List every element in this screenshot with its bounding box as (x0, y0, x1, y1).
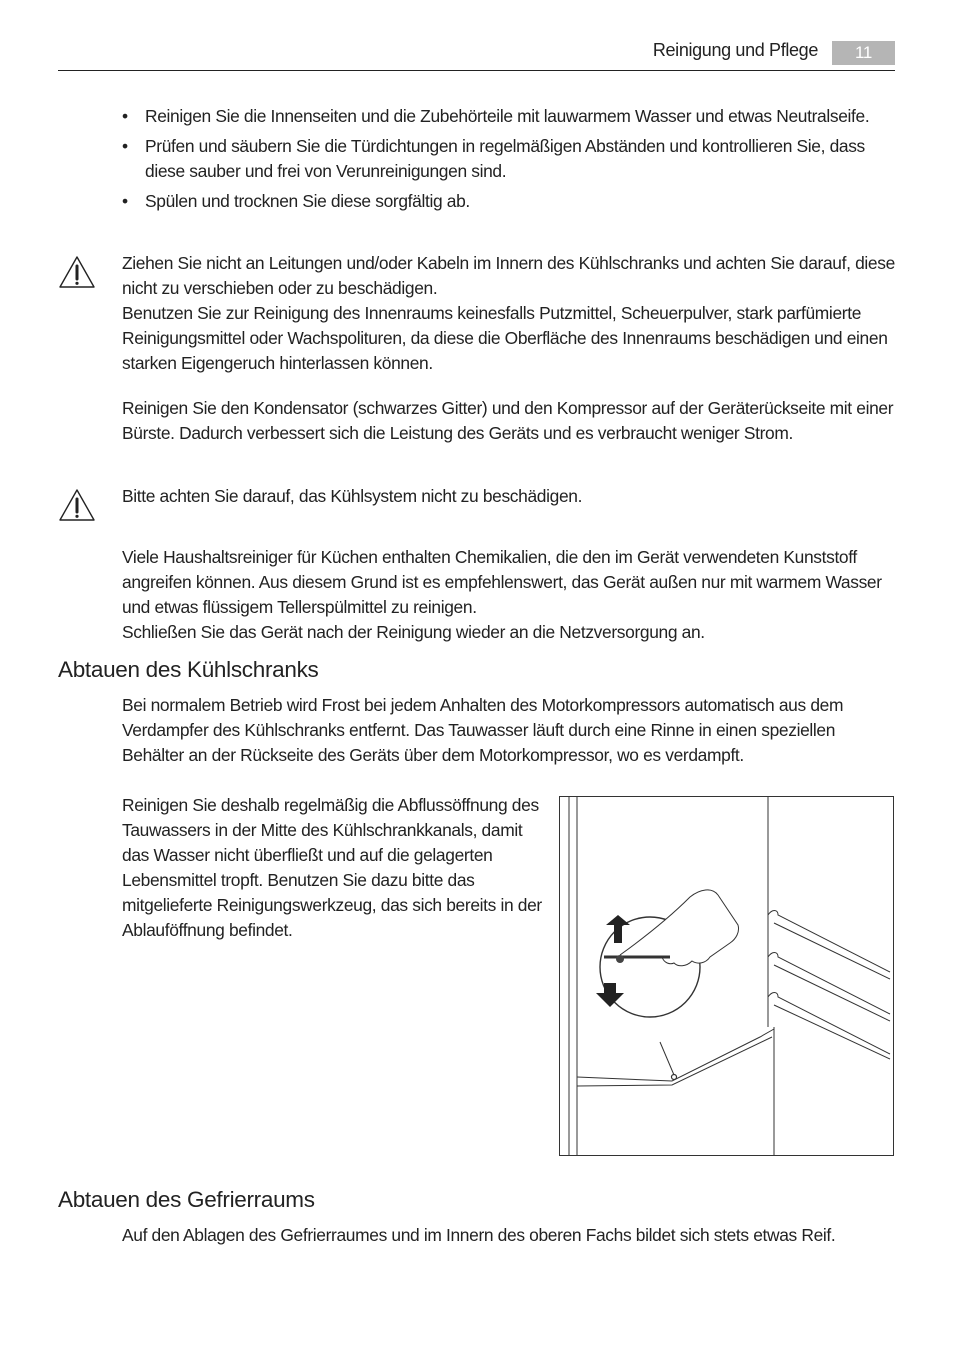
list-item: • Prüfen und säubern Sie die Türdichtungen in regelmäßigen Abständen und kontrollieren Sie, dass diese sauber und frei von Verunreinigungen sind. (122, 134, 902, 184)
warning-detergents-line: Benutzen Sie zur Reinigung des Innenraums keinesfalls Putzmittel, Scheuerpulver, stark parfümierte Reinigungsmittel oder Wachspolituren, da diese die Oberfläche des Innenraums beschädigen und einen starken Eigengeruch hinterlassen können. (122, 303, 888, 373)
list-item: • Reinigen Sie die Innenseiten und die Zubehörteile mit lauwarmem Wasser und etwas Neutralseife. (122, 104, 902, 129)
warning-triangle-icon (58, 488, 96, 522)
drain-cleaning-illustration-icon (560, 797, 893, 1155)
cleaning-bullet-list (122, 104, 902, 219)
household-cleaners-text (122, 545, 912, 645)
drain-cleaning-figure (559, 796, 894, 1156)
warning-triangle-icon (58, 255, 96, 289)
running-header-title: Reinigung und Pflege (652, 40, 818, 60)
reconnect-line: Schließen Sie das Gerät nach der Reinigung wieder an die Netzversorgung an. (122, 622, 705, 642)
header-rule (58, 70, 895, 71)
list-item: • Spülen und trocknen Sie diese sorgfältig ab. (122, 189, 902, 214)
condenser-cleaning-text: Reinigen Sie den Kondensator (schwarzes Gitter) und den Kompressor auf der Geräterückseite mit einer Bürste. Dadurch verbessert sich die Leistung des Geräts und es verbraucht weniger Strom. (122, 398, 894, 443)
defrost-fridge-text: Bei normalem Betrieb wird Frost bei jedem Anhalten des Motorkompressors automatisch aus dem Verdampfer des Kühlschranks entfernt. Das Tauwasser läuft durch eine Rinne in einen speziellen Behälter an der Rückseite des Geräts über dem Motorkompressor, wo es verdampft. (122, 695, 844, 765)
warning-cooling-system-text: Bitte achten Sie darauf, das Kühlsystem nicht zu beschädigen. (122, 486, 583, 506)
page-number: 11 (832, 41, 895, 65)
cleaners-line: Viele Haushaltsreiniger für Küchen enthalten Chemikalien, die den im Gerät verwendeten Kunststoff angreifen können. Aus diesem Grund ist es empfehlenswert, das Gerät außen nur mit warmem Wasser und etwas flüssigem Tellerspülmittel zu reinigen. (122, 547, 882, 617)
section-heading-defrost-fridge: Abtauen des Kühlschranks (58, 657, 319, 682)
drain-cleaning-text: Reinigen Sie deshalb regelmäßig die Abflussöffnung des Tauwassers in der Mitte des Kühlschrankkanals, damit das Wasser nicht überfließt und auf die gelagerten Lebensmittel tropft. Benutzen Sie dazu bitte das mitgelieferte Reinigungswerkzeug, das sich bereits in der Ablauföffnung befindet. (122, 795, 542, 940)
defrost-freezer-text: Auf den Ablagen des Gefrierraumes und im Innern des oberen Fachs bildet sich stets etwas Reif. (122, 1225, 836, 1245)
warning-cables-text (122, 251, 900, 376)
section-heading-defrost-freezer: Abtauen des Gefrierraums (58, 1187, 315, 1212)
warning-cables-line: Ziehen Sie nicht an Leitungen und/oder Kabeln im Innern des Kühlschranks und achten Sie darauf, diese nicht zu verschieben oder zu beschädigen. (122, 253, 895, 298)
